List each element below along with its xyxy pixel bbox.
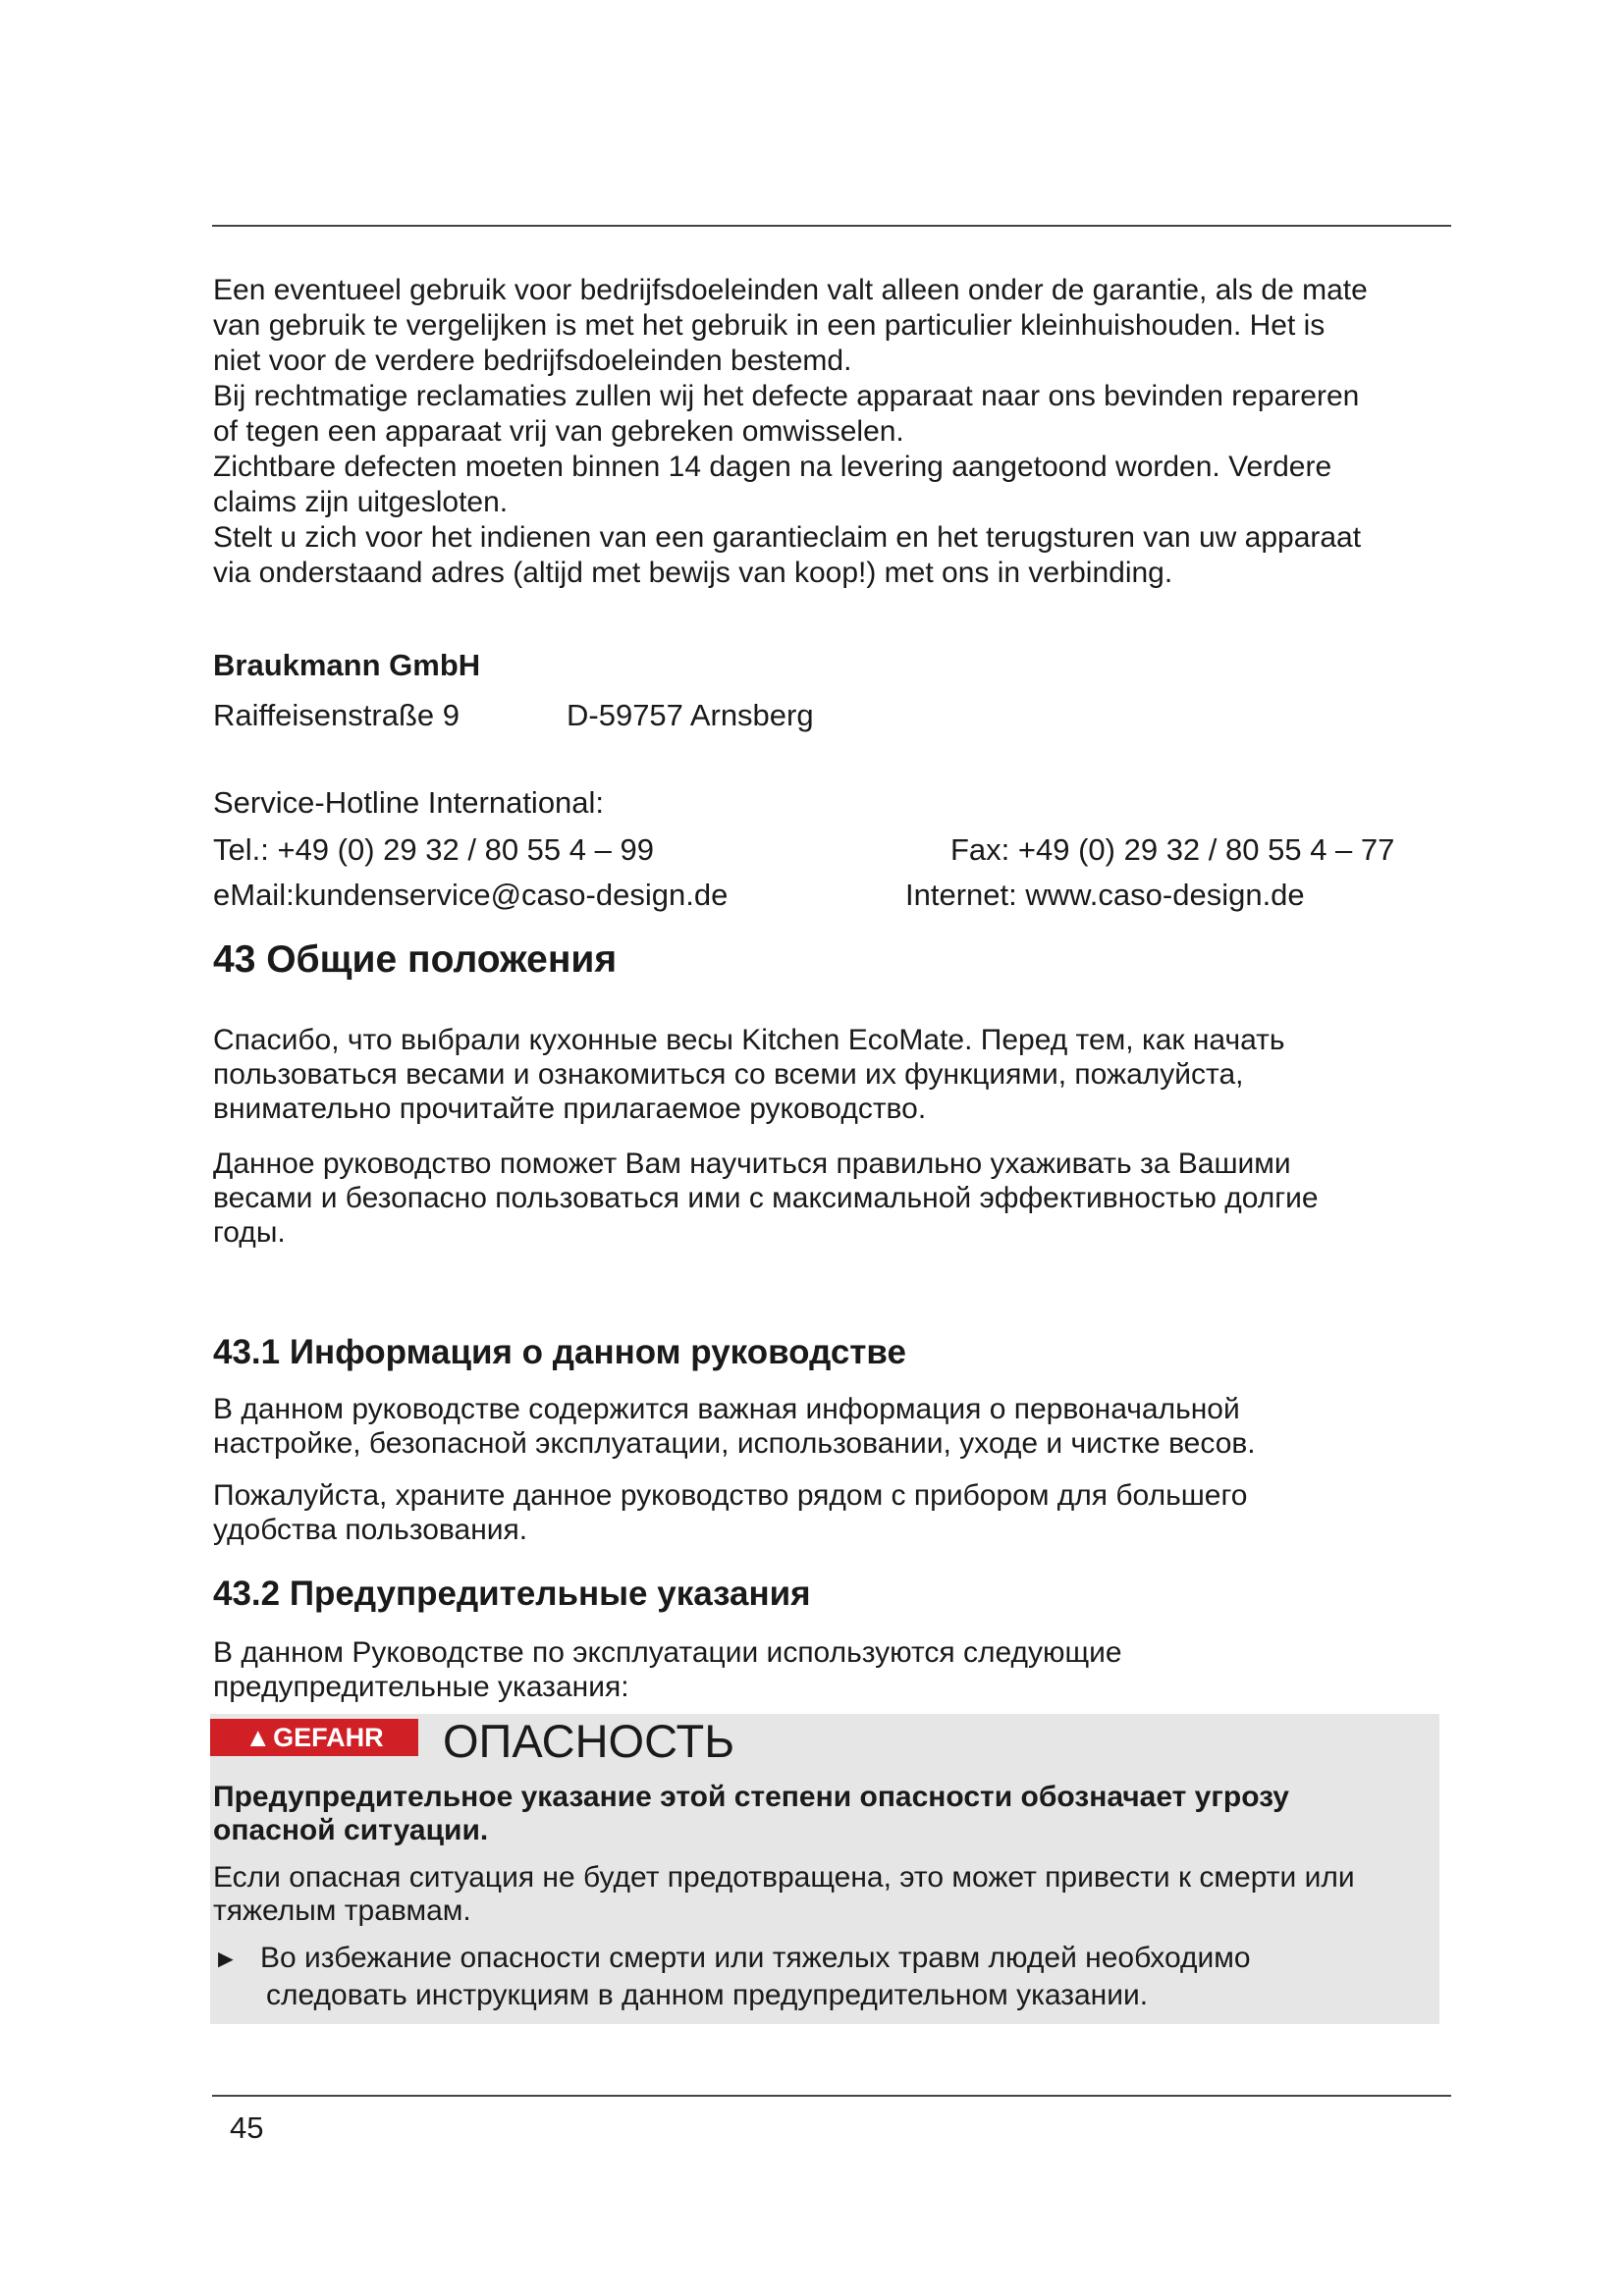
intro-line: claims zijn uitgesloten.	[213, 486, 509, 518]
warning-title: ОПАСНОСТЬ	[443, 1715, 735, 1767]
company-address	[213, 698, 1452, 733]
warning-bold-text	[213, 1781, 1431, 1847]
warning-triangle-icon: ▲	[244, 1723, 272, 1752]
text-line: В данном руководстве содержится важная информация о первоначальной	[213, 1393, 1240, 1425]
section-43-paragraph-1	[213, 1023, 1452, 1126]
section-43-1-paragraph-2	[213, 1478, 1452, 1547]
text-line: пользоваться весами и ознакомиться со всеми их функциями, пожалуйста,	[213, 1058, 1244, 1091]
intro-line: van gebruik te vergelijken is met het gebruik in een particulier kleinhuishouden. Het is	[213, 309, 1326, 342]
intro-line: Een eventueel gebruik voor bedrijfsdoeleinden valt alleen onder de garantie, als de mate	[213, 274, 1368, 306]
text-line: Во избежание опасности смерти или тяжелых травм людей необходимо	[260, 1942, 1251, 1974]
warning-text	[213, 1861, 1431, 1928]
text-line: удобства пользования.	[213, 1514, 528, 1546]
company-name: Braukmann GmbH	[213, 648, 481, 682]
city: D-59757 Arnsberg	[567, 698, 814, 732]
intro-line: Stelt u zich voor het indienen van een garantieclaim en het terugsturen van uw apparaat	[213, 521, 1362, 554]
intro-line: Bij rechtmatige reclamaties zullen wij het defecte apparaat naar ons bevinden repareren	[213, 380, 1360, 412]
website-link[interactable]: Internet: www.caso-design.de	[905, 878, 1305, 912]
text-line: Предупредительное указание этой степени опасности обозначает угрозу	[213, 1781, 1289, 1813]
telephone: Tel.: +49 (0) 29 32 / 80 55 4 – 99	[213, 832, 654, 867]
intro-paragraph	[213, 273, 1452, 591]
phone-row	[213, 832, 1452, 868]
section-43-2-title: 43.2 Предупредительные указания	[213, 1575, 811, 1613]
email-row	[213, 878, 1452, 913]
intro-line: via onderstaand adres (altijd met bewijs van koop!) met ons in verbinding.	[213, 557, 1173, 589]
page-number: 45	[230, 2110, 264, 2145]
text-line: весами и безопасно пользоваться ими с максимальной эффективностью долгие	[213, 1182, 1319, 1214]
header-rule	[212, 225, 1451, 227]
section-43-1-paragraph-1	[213, 1392, 1452, 1461]
text-line: предупредительные указания:	[213, 1671, 629, 1703]
gefahr-badge	[210, 1719, 418, 1756]
street: Raiffeisenstraße 9	[213, 698, 460, 732]
text-line: тяжелым травмам.	[213, 1895, 471, 1927]
text-line: В данном Руководстве по эксплуатации используются следующие	[213, 1636, 1122, 1669]
email-link[interactable]: eMail:kundenservice@caso-design.de	[213, 878, 729, 912]
text-line: Данное руководство поможет Вам научиться правильно ухаживать за Вашими	[213, 1148, 1291, 1180]
bullet-arrow-icon: ►	[213, 1944, 239, 1973]
text-line: Спасибо, что выбрали кухонные весы Kitchen EcoMate. Перед тем, как начать	[213, 1024, 1285, 1056]
text-line: настройке, безопасной эксплуатации, использовании, уходе и чистке весов.	[213, 1427, 1256, 1460]
text-line: следовать инструкциям в данном предупредительном указании.	[266, 1979, 1149, 2011]
text-line: опасной ситуации.	[213, 1814, 489, 1846]
section-43-2-paragraph	[213, 1635, 1452, 1704]
section-43-1-title: 43.1 Информация о данном руководстве	[213, 1333, 906, 1371]
danger-warning-box	[210, 1714, 1439, 2024]
intro-line: niet voor de verdere bedrijfsdoeleinden bestemd.	[213, 345, 852, 377]
hotline-label: Service-Hotline International:	[213, 785, 605, 820]
footer-rule	[212, 2095, 1451, 2097]
badge-label: GEFAHR	[273, 1723, 384, 1752]
section-43-paragraph-2	[213, 1147, 1452, 1250]
intro-line: of tegen een apparaat vrij van gebreken omwisselen.	[213, 415, 904, 448]
section-43-title: 43 Общие положения	[213, 938, 618, 981]
intro-line: Zichtbare defecten moeten binnen 14 dagen na levering aangetoond worden. Verdere	[213, 451, 1332, 483]
text-line: внимательно прочитайте прилагаемое руководство.	[213, 1093, 927, 1125]
text-line: годы.	[213, 1216, 286, 1249]
text-line: Если опасная ситуация не будет предотвращена, это может привести к смерти или	[213, 1861, 1355, 1894]
fax: Fax: +49 (0) 29 32 / 80 55 4 – 77	[950, 832, 1395, 867]
text-line: Пожалуйста, храните данное руководство рядом с прибором для большего	[213, 1479, 1248, 1512]
